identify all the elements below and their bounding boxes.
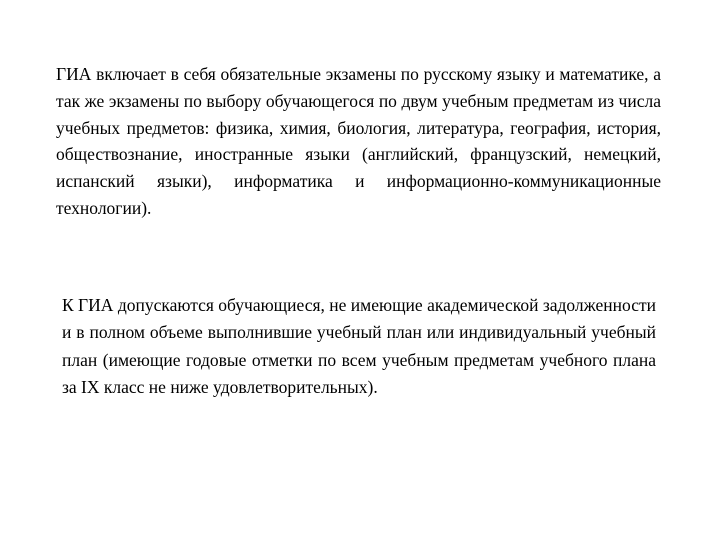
gia-exams-paragraph: ГИА включает в себя обязательные экзамены по русскому языку и математике, а так же экзамены по выбору обучающегося по двум учебным предметам из числа учебных предметов: физика, химия, биология, литература, география, история, обществознание, иностранные языки (английский, французский, немецкий, испанский языки), информатика и информационно-коммуникационные технологии). <box>56 64 661 218</box>
gia-admission-paragraph: К ГИА допускаются обучающиеся, не имеющие академической задолженности и в полном объеме выполнившие учебный план или индивидуальный учебный план (имеющие годовые отметки по всем учебным предметам учебного плана за IX класс не ниже удовлетворительных). <box>62 295 656 398</box>
